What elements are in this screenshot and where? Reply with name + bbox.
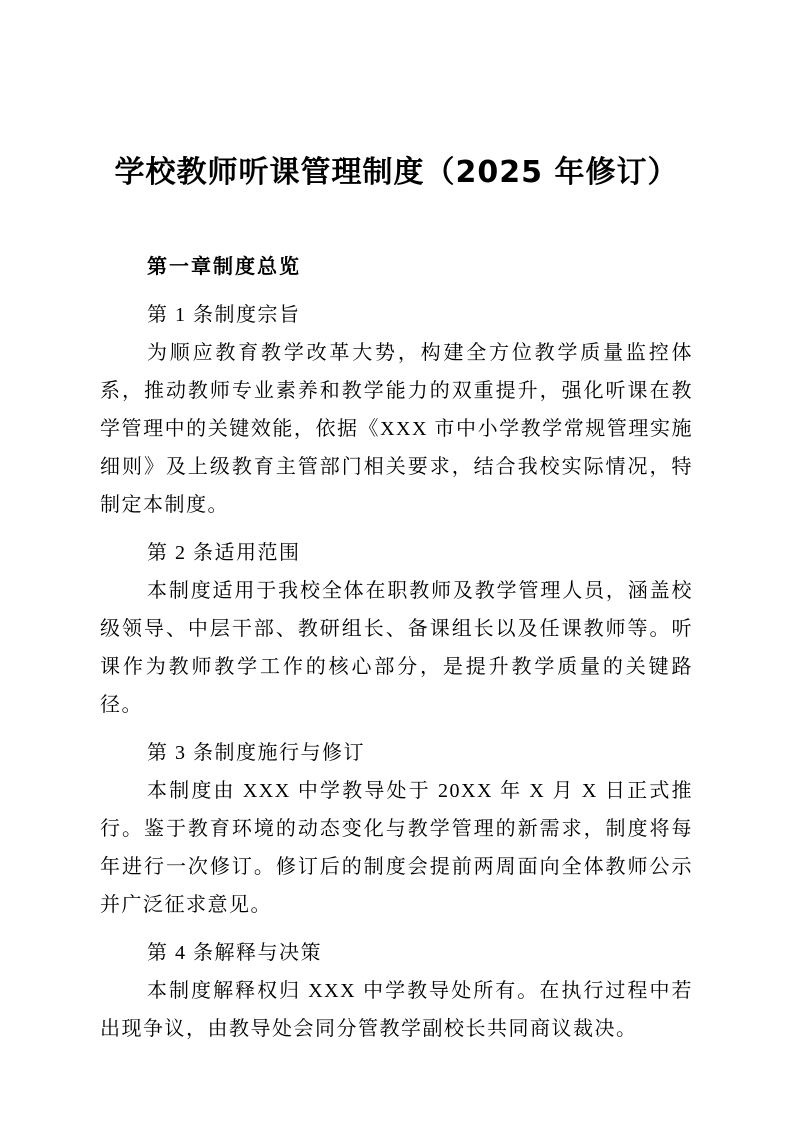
article-2-paragraph: 本制度适用于我校全体在职教师及教学管理人员，涵盖校级领导、中层干部、教研组长、备课组长以及任课教师等。听课作为教师教学工作的核心部分，是提升教学质量的关键路径。 (100, 580, 693, 716)
article-1-paragraph: 为顺应教育教学改革大势，构建全方位教学质量监控体系，推动教师专业素养和教学能力的双重提升，强化听课在教学管理中的关键效能，依据《XXX 市中小学教学常规管理实施细则》及上级教育主管部门相关要求，结合我校实际情况，特制定本制度。 (100, 342, 693, 516)
document-title: 学校教师听课管理制度（2025 年修订） (114, 155, 679, 190)
article-1-heading: 第 1 条制度宗旨 (147, 304, 301, 326)
article-4-paragraph: 本制度解释权归 XXX 中学教导处所有。在执行过程中若出现争议，由教导处会同分管教学副校长共同商议裁决。 (100, 980, 693, 1040)
article-4-heading: 第 4 条解释与决策 (147, 942, 322, 964)
document-body (100, 248, 693, 1048)
article-2-heading: 第 2 条适用范围 (147, 542, 301, 564)
article-3-heading: 第 3 条制度施行与修订 (147, 742, 365, 764)
article-3-paragraph: 本制度由 XXX 中学教导处于 20XX 年 X 月 X 日正式推行。鉴于教育环境的动态变化与教学管理的新需求，制度将每年进行一次修订。修订后的制度会提前两周面向全体教师公示并广泛征求意见。 (100, 780, 693, 916)
chapter-heading: 第一章制度总览 (147, 256, 301, 278)
